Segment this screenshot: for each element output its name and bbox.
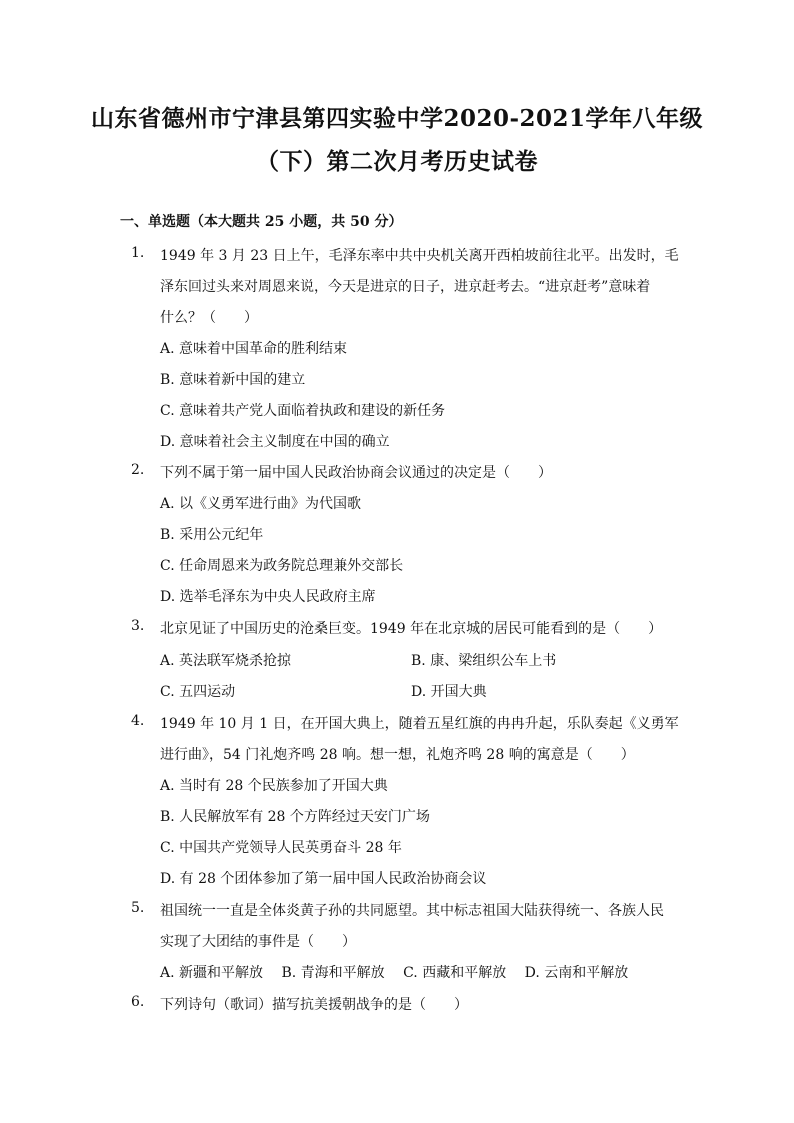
question-3-option-d: D. 开国大典: [411, 684, 487, 700]
question-5-options: A. 新疆和平解放 B. 青海和平解放 C. 西藏和平解放 D. 云南和平解放: [160, 965, 629, 981]
question-2-option-a: A. 以《义勇军进行曲》为代国歌: [160, 496, 362, 512]
question-3-number: 3.: [131, 618, 145, 634]
question-3-text-line-1: 北京见证了中国历史的沧桑巨变。1949 年在北京城的居民可能看到的是（ ）: [160, 621, 663, 637]
question-2-option-b: B. 采用公元纪年: [160, 527, 264, 543]
question-1-text-line-1: 1949 年 3 月 23 日上午，毛泽东率中共中央机关离开西柏坡前往北平。出发时，毛: [160, 248, 679, 264]
question-4-option-b: B. 人民解放军有 28 个方阵经过天安门广场: [160, 809, 430, 825]
question-4-number: 4.: [131, 713, 145, 729]
exam-title-line-2: （下）第二次月考历史试卷: [256, 148, 538, 175]
question-4-option-d: D. 有 28 个团体参加了第一届中国人民政治协商会议: [160, 871, 487, 887]
question-4-text-line-2: 进行曲》，54 门礼炮齐鸣 28 响。想一想，礼炮齐鸣 28 响的寓意是（ ）: [160, 747, 635, 763]
question-2-option-c: C. 任命周恩来为政务院总理兼外交部长: [160, 558, 404, 574]
question-4-option-c: C. 中国共产党领导人民英勇奋斗 28 年: [160, 840, 402, 856]
question-6-number: 6.: [131, 994, 145, 1010]
question-5-text-line-1: 祖国统一一直是全体炎黄子孙的共同愿望。其中标志祖国大陆获得统一、各族人民: [160, 903, 664, 919]
question-3-option-b: B. 康、梁组织公车上书: [411, 653, 557, 669]
question-2-number: 2.: [131, 462, 145, 478]
question-1-option-c: C. 意味着共产党人面临着执政和建设的新任务: [160, 403, 446, 419]
question-5-text-line-2: 实现了大团结的事件是（ ）: [160, 934, 356, 950]
question-2-option-d: D. 选举毛泽东为中央人民政府主席: [160, 589, 376, 605]
exam-title-line-1: 山东省德州市宁津县第四实验中学2020-2021学年八年级: [90, 105, 704, 132]
question-2-text-line-1: 下列不属于第一届中国人民政治协商会议通过的决定是（ ）: [160, 465, 552, 481]
question-1-option-d: D. 意味着社会主义制度在中国的确立: [160, 434, 390, 450]
question-3-option-a: A. 英法联军烧杀抢掠: [160, 653, 292, 669]
question-3-option-c: C. 五四运动: [160, 684, 236, 700]
question-1-text-line-2: 泽东回过头来对周恩来说，今天是进京的日子，进京赶考去。“进京赶考”意味着: [160, 279, 651, 295]
question-1-number: 1.: [131, 245, 145, 261]
question-4-option-a: A. 当时有 28 个民族参加了开国大典: [160, 778, 388, 794]
question-1-text-line-3: 什么？（ ）: [160, 310, 258, 326]
question-1-option-a: A. 意味着中国革命的胜利结束: [160, 341, 348, 357]
question-6-text-line-1: 下列诗句（歌词）描写抗美援朝战争的是（ ）: [160, 997, 468, 1013]
question-5-number: 5.: [131, 900, 145, 916]
question-1-option-b: B. 意味着新中国的建立: [160, 372, 306, 388]
question-4-text-line-1: 1949 年 10 月 1 日，在开国大典上，随着五星红旗的冉冉升起，乐队奏起《义勇军: [160, 716, 679, 732]
section-heading: 一、单选题（本大题共 25 小题，共 50 分）: [120, 214, 403, 230]
